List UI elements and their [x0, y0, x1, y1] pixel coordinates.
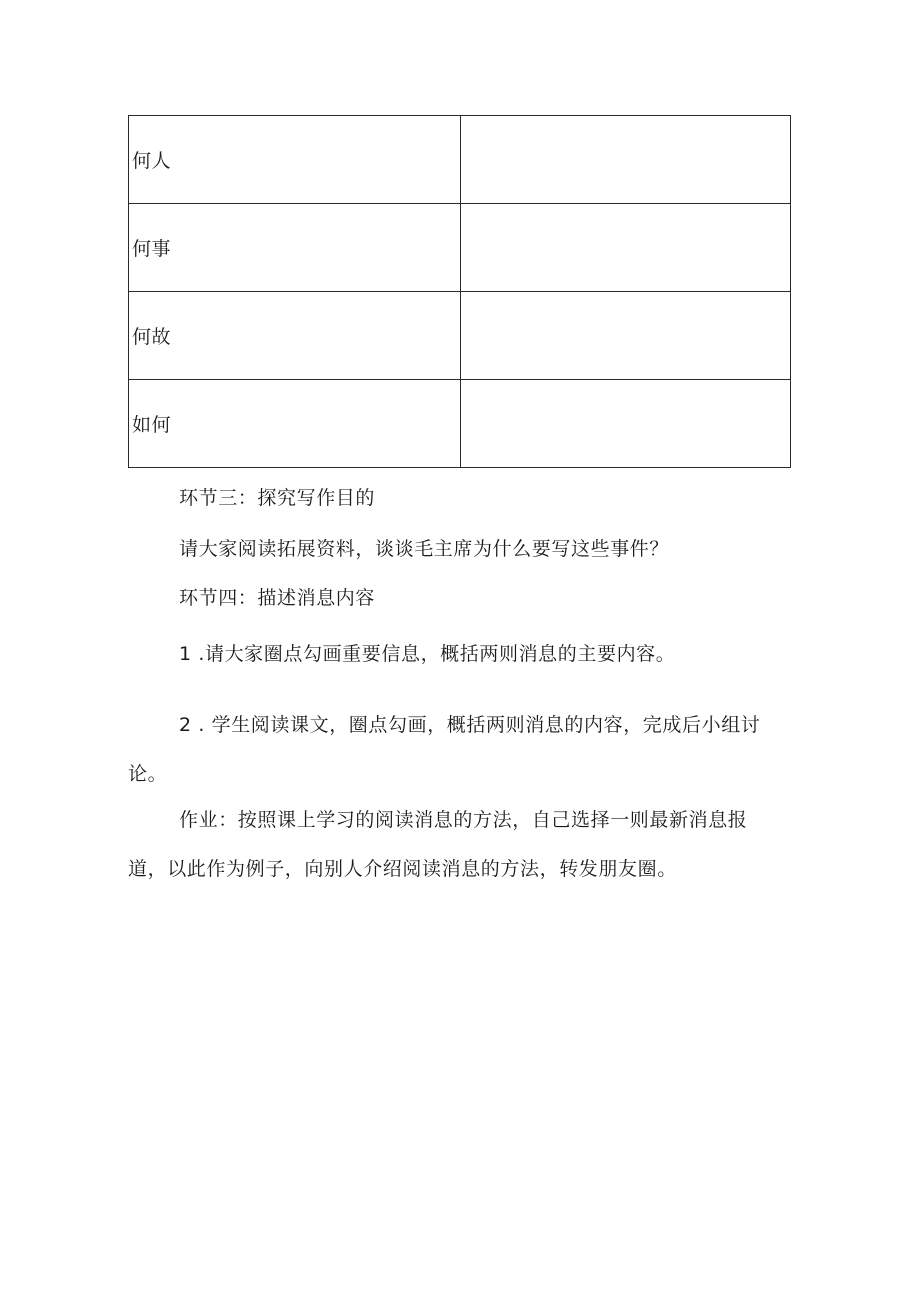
row-label: 如何	[132, 414, 172, 436]
task-item-1: 1 .请大家圈点勾画重要信息，概括两则消息的主要内容。	[179, 643, 676, 665]
task-item-2-line1: 2 . 学生阅读课文，圈点勾画，概括两则消息的内容，完成后小组讨	[179, 714, 761, 736]
table-label-cell	[129, 116, 461, 204]
table-value-cell	[461, 292, 791, 380]
task-item-2-line2: 论。	[128, 763, 168, 785]
row-label: 何人	[132, 150, 172, 172]
news-elements-table	[128, 115, 791, 468]
table-row	[129, 116, 791, 204]
homework-line2: 道，以此作为例子，向别人介绍阅读消息的方法，转发朋友圈。	[128, 858, 677, 880]
table-label-cell	[129, 380, 461, 468]
section3-heading: 环节三：探究写作目的	[179, 487, 376, 509]
table-value-cell	[461, 204, 791, 292]
section4-heading: 环节四：描述消息内容	[179, 587, 376, 609]
section3-prompt: 请大家阅读拓展资料，谈谈毛主席为什么要写这些事件？	[179, 538, 670, 560]
table-label-cell	[129, 204, 461, 292]
table-row	[129, 204, 791, 292]
table-row	[129, 292, 791, 380]
table-value-cell	[461, 116, 791, 204]
table-value-cell	[461, 380, 791, 468]
homework-line1: 作业：按照课上学习的阅读消息的方法，自己选择一则最新消息报	[179, 809, 748, 831]
row-label: 何事	[132, 238, 172, 260]
row-label: 何故	[132, 326, 172, 348]
table-label-cell	[129, 292, 461, 380]
table-row	[129, 380, 791, 468]
